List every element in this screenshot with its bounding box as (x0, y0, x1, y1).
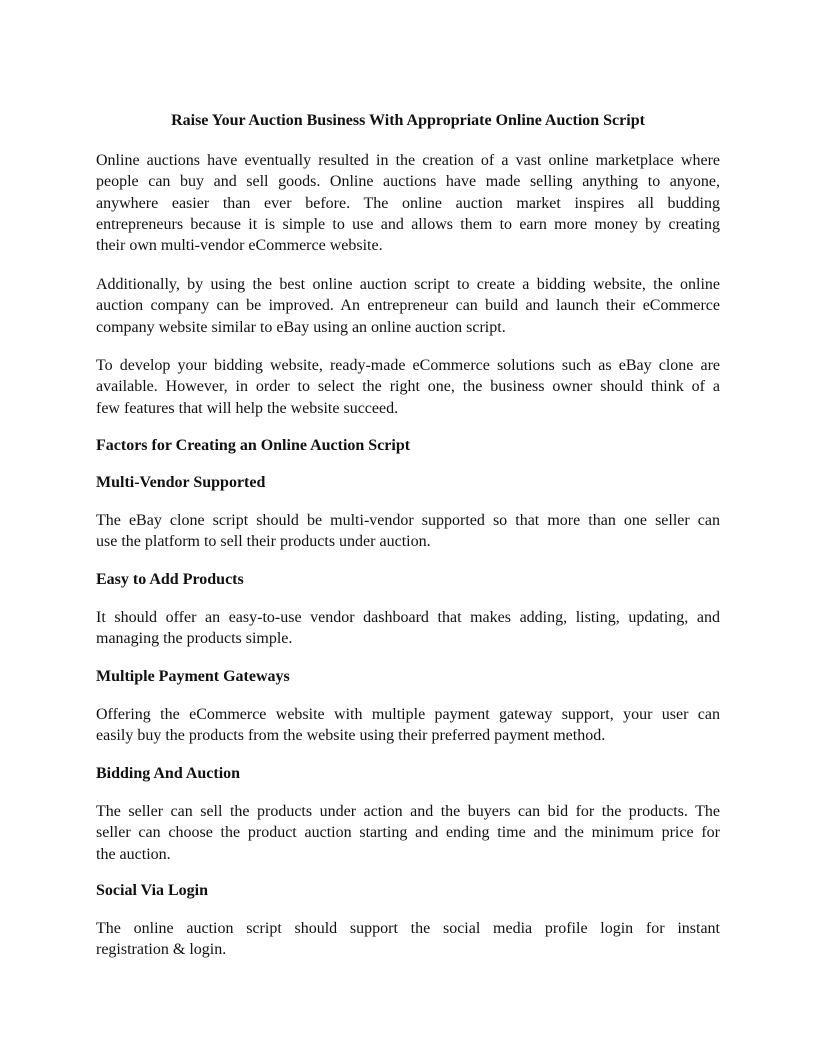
text-line: Multi-Vendor Supported (96, 474, 266, 491)
text-line: Offering the eCommerce website with multiple payment gateway support, your user can (96, 706, 720, 723)
text-line: few features that will help the website succeed. (96, 399, 399, 417)
text-line: managing the products simple. (96, 630, 293, 648)
paragraph (96, 150, 720, 256)
text-line: Factors for Creating an Online Auction Script (96, 437, 411, 454)
section-heading (96, 472, 720, 493)
text-line: The seller can sell the products under action and the buyers can bid for the products. The (96, 803, 720, 820)
paragraph (96, 607, 720, 650)
text-line: registration & login. (96, 941, 227, 959)
paragraph (96, 274, 720, 338)
text-line: available. However, in order to select the right one, the business owner should think of a (96, 378, 720, 396)
text-line: Online auctions have eventually resulted in the creation of a vast online marketplace where (96, 152, 720, 169)
text-line: people can buy and sell goods. Online auctions have made selling anything to anyone, (96, 173, 720, 191)
text-line: anywhere easier than ever before. The online auction market inspires all budding (96, 194, 720, 212)
text-line: entrepreneurs because it is simple to use and allows them to earn more money by creating (96, 215, 720, 233)
text-line: their own multi-vendor eCommerce website. (96, 237, 383, 255)
text-line: seller can choose the product auction starting and ending time and the minimum price for (96, 824, 720, 842)
text-line: Multiple Payment Gateways (96, 668, 290, 685)
text-line: Additionally, by using the best online auction script to create a bidding website, the online (96, 276, 720, 293)
text-line: The eBay clone script should be multi-vendor supported so that more than one seller can (96, 512, 720, 529)
text-line: Easy to Add Products (96, 571, 244, 588)
section-heading (96, 763, 720, 784)
text-line: the auction. (96, 845, 171, 863)
section-heading (96, 880, 720, 901)
document-title: Raise Your Auction Business With Appropriate Online Auction Script (171, 112, 645, 129)
section-heading (96, 666, 720, 687)
text-line: It should offer an easy-to-use vendor dashboard that makes adding, listing, updating, and (96, 609, 720, 626)
paragraph (96, 704, 720, 747)
section-heading (96, 569, 720, 590)
text-line: auction company can be improved. An entrepreneur can build and launch their eCommerce (96, 297, 720, 315)
paragraph (96, 510, 720, 553)
text-line: company website similar to eBay using an online auction script. (96, 318, 506, 336)
text-line: To develop your bidding website, ready-made eCommerce solutions such as eBay clone are (96, 357, 720, 374)
text-line: use the platform to sell their products under auction. (96, 533, 431, 551)
paragraph (96, 355, 720, 419)
paragraph (96, 801, 720, 865)
paragraph (96, 918, 720, 961)
text-line: Social Via Login (96, 882, 209, 899)
section-heading (96, 435, 720, 456)
text-line: Bidding And Auction (96, 765, 241, 782)
text-line: The online auction script should support the social media profile login for instant (96, 920, 720, 937)
text-line: easily buy the products from the website using their preferred payment method. (96, 727, 606, 745)
